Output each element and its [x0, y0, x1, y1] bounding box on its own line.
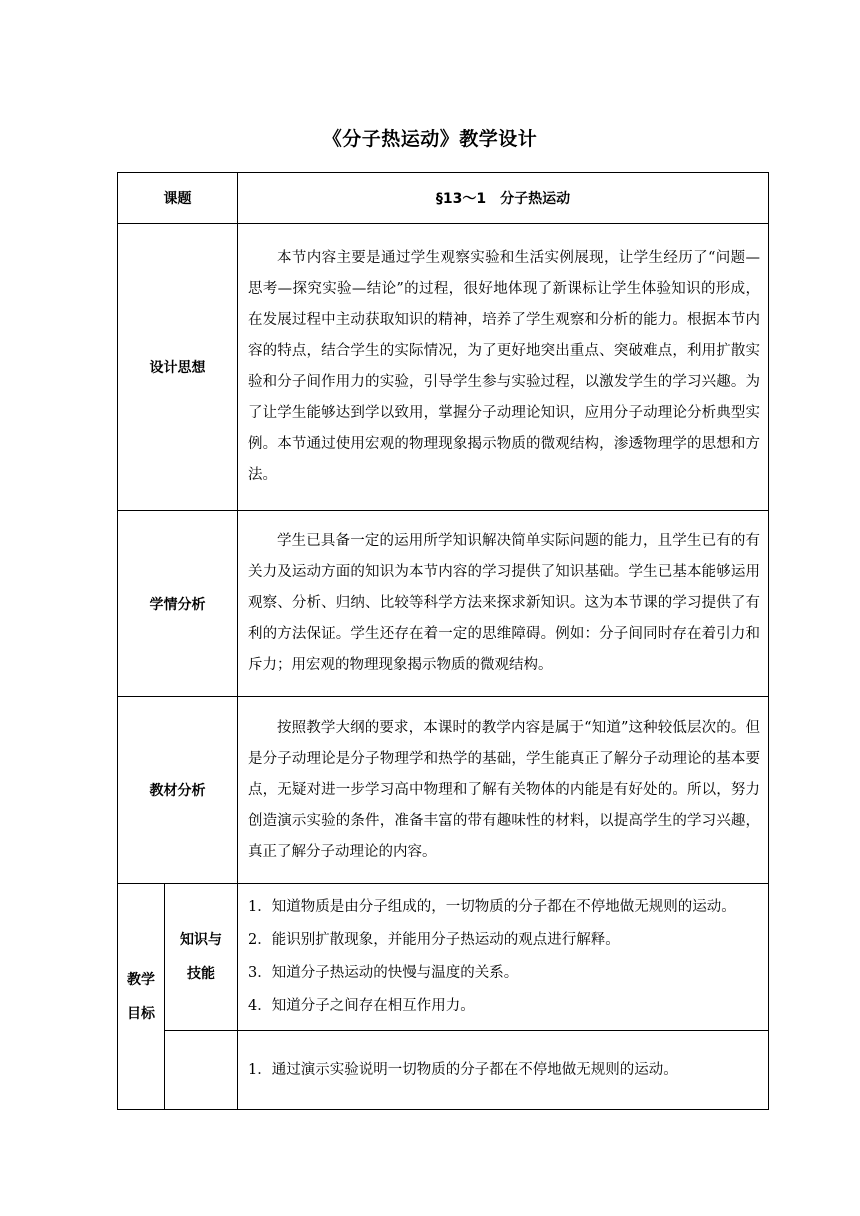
topic-value: §13～1 分子热运动 [238, 173, 769, 224]
design-text: 本节内容主要是通过学生观察实验和生活实例展现，让学生经历了“问题—思考—探究实验—结论”的过程，很好地体现了新课标让学生体验知识的形成，在发展过程中主动获取知识的精神，培养了学生观察和分析的能力。根据本节内容的特点，结合学生的实际情况，为了更好地突出重点、突破难点，利用扩散实验和分子间作用力的实验，引导学生参与实验过程，以激发学生的学习兴趣。为了让学生能够达到学以致用，掌握分子动理论知识，应用分子动理论分析典型实例。本节通过使用宏观的物理现象揭示物质的微观结构，渗透物理学的思想和方法。 [248, 250, 760, 483]
material-row [118, 697, 769, 884]
design-row [118, 224, 769, 511]
list-item: 1．知道物质是由分子组成的，一切物质的分子都在不停地做无规则的运动。 [248, 899, 736, 915]
material-text: 按照教学大纲的要求，本课时的教学内容是属于“知道”这种较低层次的。但是分子动理论是分子物理学和热学的基础，学生能真正了解分子动理论的基本要点，无疑对进一步学习高中物理和了解有关物体的内能是有好处的。所以，努力创造演示实验的条件，准备丰富的带有趣味性的材料，以提高学生的学习兴趣，真正了解分子动理论的内容。 [248, 719, 760, 860]
students-row [118, 511, 769, 697]
students-label: 学情分析 [118, 511, 238, 697]
knowledge-cell [238, 884, 769, 1031]
goals-label [118, 884, 165, 1110]
list-item: 4．知道分子之间存在相互作用力。 [248, 998, 475, 1014]
goals-knowledge-row [118, 884, 769, 1031]
list-item: 2．能识别扩散现象，并能用分子热运动的观点进行解释。 [248, 932, 620, 948]
list-item: 1．通过演示实验说明一切物质的分子都在不停地做无规则的运动。 [248, 1061, 678, 1078]
goals-label-line1: 教学 [127, 971, 155, 988]
goals-process-row [118, 1031, 769, 1110]
lesson-plan-table [117, 172, 769, 1110]
material-label: 教材分析 [118, 697, 238, 884]
students-text: 学生已具备一定的运用所学知识解决简单实际问题的能力，且学生已有的有关力及运动方面的知识为本节内容的学习提供了知识基础。学生已基本能够运用观察、分析、归纳、比较等科学方法来探求新知识。这为本节课的学习提供了有利的方法保证。学生还存在着一定的思维障碍。例如：分子间同时存在着引力和斥力；用宏观的物理现象揭示物质的微观结构。 [248, 533, 760, 673]
topic-label: 课题 [118, 173, 238, 224]
material-cell [238, 697, 769, 884]
knowledge-label [165, 884, 238, 1031]
knowledge-label-line1: 知识与 [180, 932, 222, 948]
goals-label-line2: 目标 [127, 1005, 155, 1022]
list-item: 3．知道分子热运动的快慢与温度的关系。 [248, 965, 519, 981]
topic-row [118, 173, 769, 224]
design-label: 设计思想 [118, 224, 238, 511]
knowledge-list [238, 885, 768, 1029]
knowledge-label-line2: 技能 [187, 966, 215, 982]
design-cell [238, 224, 769, 511]
process-label [165, 1031, 238, 1110]
process-cell [238, 1031, 769, 1110]
students-cell [238, 511, 769, 697]
process-list [238, 1048, 768, 1093]
document-title: 《分子热运动》教学设计 [322, 128, 538, 150]
